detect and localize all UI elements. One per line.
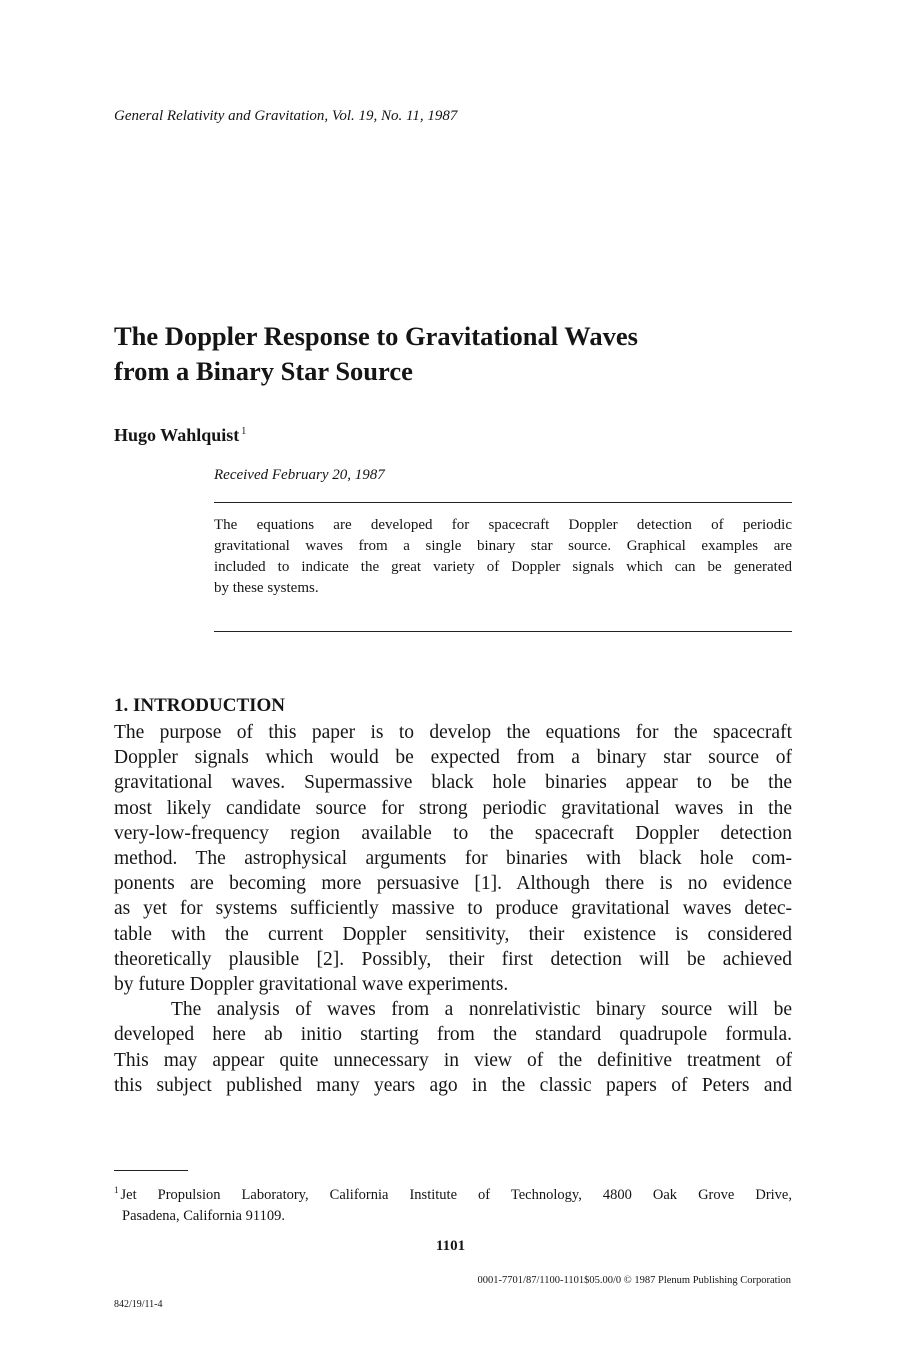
- abstract-line: by these systems.: [214, 580, 319, 596]
- body-line: by future Doppler gravitational wave experiments.: [114, 974, 509, 996]
- footnote-mark: 1: [114, 1185, 119, 1195]
- author-footnote-mark[interactable]: 1: [241, 426, 247, 437]
- body-line: table with the current Doppler sensitivity, their existence is considered: [114, 923, 792, 945]
- footnote-rule: [114, 1170, 188, 1171]
- abstract-line: gravitational waves from a single binary star source. Graphical examples are: [214, 538, 792, 554]
- received-date: Received February 20, 1987: [214, 467, 385, 483]
- body-line: as yet for systems sufficiently massive to produce gravitational waves detec-: [114, 898, 792, 920]
- page-number: 1101: [435, 1238, 466, 1254]
- title-line-1: The Doppler Response to Gravitational Waves: [114, 321, 638, 351]
- footnote-text-1: Jet Propulsion Laboratory, California Institute of Technology, 4800 Oak Grove Drive,: [120, 1187, 792, 1203]
- section-number: 1.: [114, 695, 129, 716]
- abstract-top-rule: [214, 502, 792, 503]
- body-line: ponents are becoming more persuasive [1]. Although there is no evidence: [114, 873, 792, 895]
- footnote-text-2: Pasadena, California 91109.: [122, 1208, 285, 1224]
- abstract: [214, 515, 792, 599]
- body-text: [114, 720, 792, 1098]
- title-line-2: from a Binary Star Source: [114, 356, 413, 386]
- footnote: [114, 1185, 792, 1226]
- section-title: INTRODUCTION: [133, 695, 286, 716]
- abstract-line: The equations are developed for spacecraft Doppler detection of periodic: [214, 517, 792, 533]
- abstract-line: included to indicate the great variety of Doppler signals which can be generated: [214, 559, 792, 575]
- section-heading: [114, 695, 285, 717]
- body-line: The purpose of this paper is to develop the equations for the spacecraft: [114, 722, 792, 743]
- body-line: this subject published many years ago in the classic papers of Peters and: [114, 1074, 792, 1096]
- author: [114, 425, 246, 446]
- journal-citation: General Relativity and Gravitation, Vol. 19, No. 11, 1987: [114, 108, 458, 124]
- copyright-line: 0001-7701/87/1100-1101$05.00/0 © 1987 Plenum Publishing Corporation: [477, 1275, 791, 1286]
- paper-title: [114, 319, 814, 389]
- print-code: 842/19/11-4: [114, 1299, 163, 1310]
- body-line: The analysis of waves from a nonrelativistic binary source will be: [171, 999, 792, 1021]
- body-line: gravitational waves. Supermassive black hole binaries appear to be the: [114, 772, 792, 794]
- body-line: theoretically plausible [2]. Possibly, their first detection will be achieved: [114, 948, 792, 970]
- footnote-line: [114, 1185, 792, 1206]
- body-line: very-low-frequency region available to the spacecraft Doppler detection: [114, 822, 792, 844]
- author-name: Hugo Wahlquist: [114, 425, 240, 445]
- body-line: This may appear quite unnecessary in view of the definitive treatment of: [114, 1049, 792, 1071]
- abstract-bottom-rule: [214, 631, 792, 632]
- body-line: most likely candidate source for strong periodic gravitational waves in the: [114, 797, 792, 819]
- body-line: method. The astrophysical arguments for binaries with black hole com-: [114, 848, 792, 870]
- body-line: developed here ab initio starting from the standard quadrupole formula.: [114, 1024, 792, 1046]
- body-line: Doppler signals which would be expected from a binary star source of: [114, 747, 792, 769]
